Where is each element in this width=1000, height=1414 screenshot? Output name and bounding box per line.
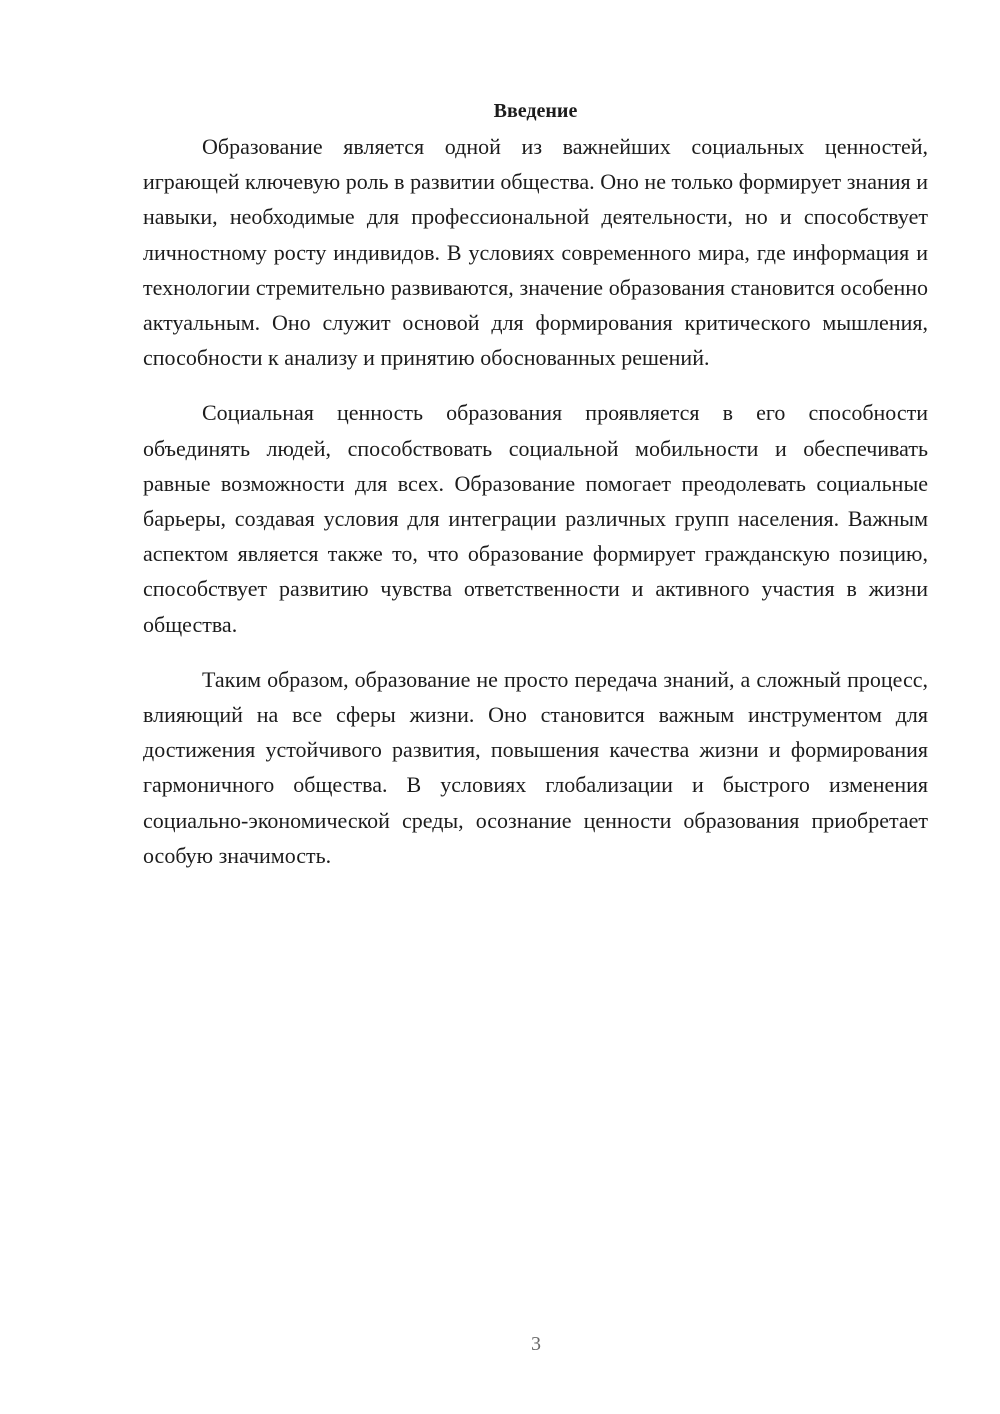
- page-number: 3: [531, 1333, 541, 1355]
- paragraph-3: Таким образом, образование не просто передача знаний, а сложный процесс, влияющий на все сферы жизни. Оно становится важным инструментом для достижения устойчивого развития, повышения качества жизни и формирования гармоничного общества. В условиях глобализации и быстрого изменения социально-экономической среды, осознание ценности образования приобретает особую значимость.: [143, 666, 928, 868]
- paragraph-2: Социальная ценность образования проявляется в его способности объединять людей, способствовать социальной мобильности и обеспечивать равные возможности для всех. Образование помогает преодолевать социальные барьеры, создавая условия для интеграции различных групп населения. Важным аспектом является также то, что образование формирует гражданскую позицию, способствует развитию чувства ответственности и активного участия в жизни общества.: [143, 400, 928, 637]
- paragraph-1: Образование является одной из важнейших социальных ценностей, играющей ключевую роль в развитии общества. Оно не только формирует знания и навыки, необходимые для профессиональной деятельности, но и способствует личностному росту индивидов. В условиях современного мира, где информация и технологии стремительно развиваются, значение образования становится особенно актуальным. Оно служит основой для формирования критического мышления, способности к анализу и принятию обоснованных решений.: [143, 134, 928, 371]
- page-content: [143, 95, 928, 893]
- section-heading: Введение: [493, 100, 578, 122]
